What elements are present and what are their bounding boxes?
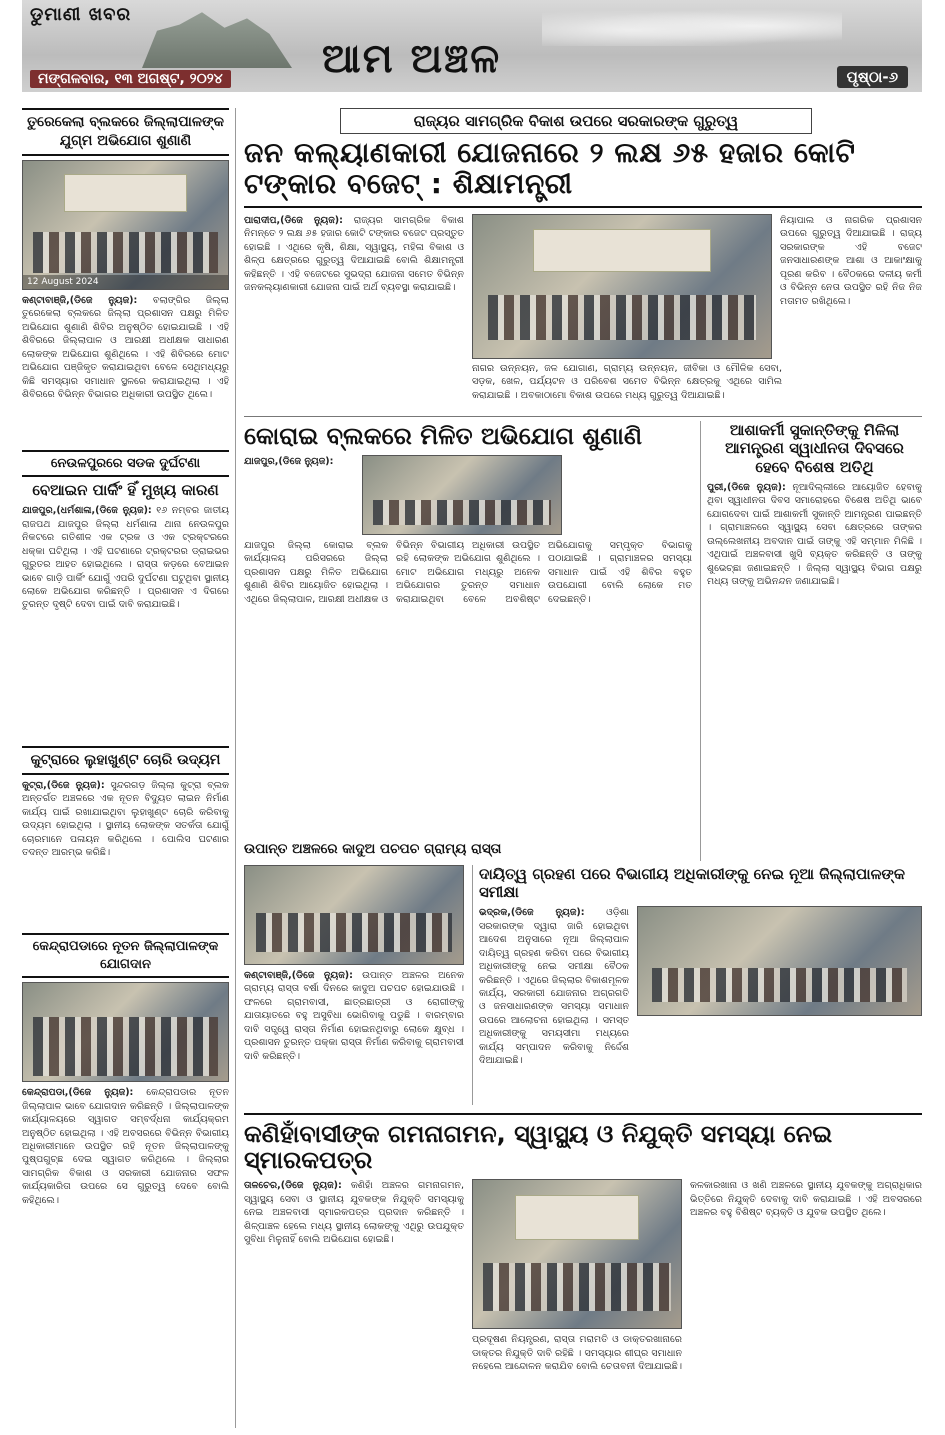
- story-body: ପ୍ରଦୂଷଣ ନିୟନ୍ତ୍ରଣ, ରାସ୍ତା ମରାମତି ଓ ଡାକ୍ତରଖାନାରେ ଡାକ୍ତର ନିଯୁକ୍ତି ଦାବି ରହିଛି । ସମସ୍ୟାର ଶୀଘ୍ର ସମାଧାନ ନହେଲେ ଆନ୍ଦୋଳନ କରାଯିବ ବୋଲି ଚେତାବନୀ ଦିଆଯାଇଛି।: [472, 1334, 682, 1373]
- page-number: ପୃଷ୍ଠା-୬: [837, 66, 908, 88]
- main-area: [244, 108, 922, 1428]
- story-body: [244, 969, 464, 1099]
- cloud-illustration: [542, 6, 842, 46]
- photo-people: [483, 1263, 670, 1310]
- road-headline: ଉପାନ୍ତ ଅଞ୍ଚଳରେ କାଦୁଅ ପଚପଚ ଗ୍ରାମ୍ୟ ରାସ୍ତା: [244, 840, 502, 857]
- photo-banner: [515, 1195, 640, 1239]
- divider: [244, 416, 922, 417]
- dateline: ତାଳଚେର,(ଡିଜେ ନ୍ୟୁଜ):: [244, 1180, 342, 1192]
- news-photo: [472, 1179, 682, 1329]
- story-title: କେନ୍ଦ୍ରାପଡାରେ ନୂତନ ଜିଲ୍ଲାପାଳଙ୍କ ଯୋଗଦାନ: [22, 933, 229, 978]
- story-text: ସୁନ୍ଦରଗଡ଼ ଜିଲ୍ଲା କୁଟ୍ରା ବ୍ଲକ ଅନ୍ତର୍ଗତ ଅଞ୍ଚଳରେ ଏକ ନୂତନ ବିଦ୍ୟୁତ ଲାଇନ ନିର୍ମାଣ କାର୍ଯ୍ୟ ପାଇଁ ରଖାଯାଇଥିବା ଲୁହାଖୁଣ୍ଟ ଚୋରି କରିବାକୁ ଉଦ୍ୟମ ହୋଇଥିଲା । ସ୍ଥାନୀୟ ଲୋକଙ୍କ ସତର୍କତା ଯୋଗୁଁ ଚୋରମାନେ ପଳାୟନ କରିଥିଲେ । ପୋଲିସ ଘଟଣାର ତଦନ୍ତ ଆରମ୍ଭ କରିଛି।: [22, 779, 229, 859]
- photo-caption: 12 August 2024: [23, 275, 228, 289]
- story-row: [244, 1179, 922, 1435]
- dateline: ଯାଜପୁର,(ଡିଜେ ନ୍ୟୁଜ):: [244, 455, 334, 467]
- story-body-bottom: ନାଗର ଉନ୍ନୟନ, ଜଳ ଯୋଗାଣ, ଗ୍ରାମ୍ୟ ଉନ୍ନୟନ, ଜୀବିକା ଓ ମୌଳିକ ସେବା, ସଡ଼କ, ଖେଳ, ପର୍ଯ୍ୟଟନ ଓ ପରିବେଶ ସମେତ ବିଭିନ୍ନ କ୍ଷେତ୍ରକୁ ଏଥିରେ ସାମିଲ କରାଯାଇଛି । ଅବକାଠାମୋ ବିକାଶ ଉପରେ ମଧ୍ୟ ଗୁରୁତ୍ୱ ଦିଆଯାଇଛି।: [472, 362, 782, 401]
- story-koraai: [244, 421, 692, 861]
- story-turekela: [22, 108, 229, 444]
- story-body: [244, 214, 464, 414]
- middle-band: [244, 421, 922, 861]
- story-text: କଣିହାଁ ଅଞ୍ଚଳର ଗମନାଗମନ, ସ୍ୱାସ୍ଥ୍ୟ ସେବା ଓ ସ୍ଥାନୀୟ ଯୁବକଙ୍କ ନିଯୁକ୍ତି ସମସ୍ୟାକୁ ନେଇ ଅଞ୍ଚଳବାସୀ ସ୍ମାରକପତ୍ର ପ୍ରଦାନ କରିଛନ୍ତି । ଶିଳ୍ପାଞ୍ଚଳ ହେଲେ ମଧ୍ୟ ସ୍ଥାନୀୟ ଲୋକଙ୍କୁ ଏଥିରୁ ଉପଯୁକ୍ତ ସୁବିଧା ମିଳୁନାହିଁ ବୋଲି ଅଭିଯୋଗ ହୋଇଛି।: [244, 1180, 464, 1246]
- story-title: ବେଆଇନ ପାର୍କିଂ ହିଁ ମୁଖ୍ୟ କାରଣ: [32, 481, 219, 500]
- story-row: [479, 906, 922, 1106]
- dateline: ଯାଜପୁର,(ଧର୍ମଶାଳା,(ଡିଜେ ନ୍ୟୁଜ):: [22, 505, 152, 517]
- news-photo: [362, 455, 562, 535]
- story-text: ଉପାନ୍ତ ଅଞ୍ଚଳର ଅନେକ ଗ୍ରାମ୍ୟ ରାସ୍ତା ବର୍ଷା ଦିନରେ କାଦୁଅ ପଚପଚ ହୋଇଯାଉଛି । ଫଳରେ ଗ୍ରାମବାସୀ, ଛାତ୍ରଛାତ୍ରୀ ଓ ରୋଗୀଙ୍କୁ ଯାତାୟାତରେ ବହୁ ଅସୁବିଧା ଭୋଗିବାକୁ ପଡୁଛି । ବାରମ୍ବାର ଦାବି ସତ୍ତ୍ୱେ ରାସ୍ତା ନିର୍ମାଣ ହୋଇନଥିବାରୁ ଲୋକେ କ୍ଷୁବ୍ଧ । ପ୍ରଶାସନ ତୁରନ୍ତ ପକ୍କା ରାସ୍ତା ନିର୍ମାଣ କରିବାକୁ ଗ୍ରାମବାସୀ ଦାବି କରିଛନ୍ତି।: [244, 969, 464, 1062]
- story-row: [244, 455, 692, 535]
- story-headline: କଣିହାଁବାସୀଙ୍କ ଗମନାଗମନ, ସ୍ୱାସ୍ଥ୍ୟ ଓ ନିଯୁକ୍ତି ସମସ୍ୟା ନେଇ ସ୍ମାରକପତ୍ର: [244, 1119, 833, 1174]
- story-kutra: [22, 746, 229, 929]
- story-text: ୧୬ ନମ୍ବର ଜାତୀୟ ରାଜପଥ ଯାଜପୁର ଜିଲ୍ଲା ଧର୍ମଶାଳା ଥାନା ନେଉଳପୁର ନିକଟରେ ଗତିଶୀଳ ଏକ ଟ୍ରକ ଓ ଏକ ଟ୍ରକ୍ଟରରେ ଧକ୍କା ଘଟିଥିଲା । ଏହି ଘଟଣାରେ ଟ୍ରକ୍ଟରର ଡ୍ରାଇଭର ଗୁରୁତର ଆହତ ହୋଇଥିଲେ । ରାସ୍ତା କଡ଼ରେ ବେଆଇନ ଭାବେ ଗାଡ଼ି ପାର୍କିଂ ଯୋଗୁଁ ଏପରି ଦୁର୍ଘଟଣା ଘଟୁଥିବା ସ୍ଥାନୀୟ ଲୋକେ ଅଭିଯୋଗ କରିଛନ୍ତି । ପ୍ରଶାସନ ଏ ଦିଗରେ ତୁରନ୍ତ ଦୃଷ୍ଟି ଦେବା ପାଇଁ ଦାବି କରାଯାଇଛି।: [22, 505, 229, 611]
- left-column: [22, 108, 236, 1428]
- spacer: [570, 455, 692, 535]
- story-body: [780, 214, 922, 414]
- dateline: ପାରାଦୀପ,(ଡିଜେ ନ୍ୟୁଜ):: [244, 214, 343, 226]
- story-kicker: ନେଉଳପୁରରେ ସଡକ ଦୁର୍ଘଟଣା: [22, 450, 229, 478]
- lower-band: [244, 865, 922, 1105]
- photo-people: [33, 232, 218, 273]
- story-title: କୁଟ୍ରାରେ ଲୁହାଖୁଣ୍ଟ ଚୋରି ଉଦ୍ୟମ: [22, 746, 229, 775]
- story-title: ତୁରେକେଲା ବ୍ଲକରେ ଜିଲ୍ଲାପାଳଙ୍କ ଯୁଗ୍ମ ଅଭିଯୋଗ ଶୁଣାଣି: [22, 108, 229, 156]
- story-road: [244, 865, 464, 1105]
- story-memo: [244, 1113, 922, 1435]
- masthead: [22, 0, 922, 92]
- story-review: [472, 865, 922, 1105]
- photo-banner: [533, 229, 712, 272]
- dateline: ପୁରୀ,(ଡିଜେ ନ୍ୟୁଜ):: [707, 481, 786, 493]
- news-photo: [22, 160, 229, 290]
- story-text: କେନ୍ଦ୍ରାପଡାର ନୂତନ ଜିଲ୍ଲାପାଳ ଭାବେ ଯୋଗଦାନ କରିଛନ୍ତି । ଜିଲ୍ଲାପାଳଙ୍କ କାର୍ଯ୍ୟାଳୟରେ ସ୍ୱାଗତ ସମ୍ବର୍ଦ୍ଧନା କାର୍ଯ୍ୟକ୍ରମ ଅନୁଷ୍ଠିତ ହୋଇଥିଲା । ଏହି ଅବସରରେ ବିଭିନ୍ନ ବିଭାଗୀୟ ଅଧିକାରୀମାନେ ଉପସ୍ଥିତ ରହି ନୂତନ ଜିଲ୍ଲାପାଳଙ୍କୁ ପୁଷ୍ପଗୁଚ୍ଛ ଦେଇ ସ୍ୱାଗତ କରିଥିଲେ । ଜିଲ୍ଲାର ସାମଗ୍ରିକ ବିକାଶ ଓ ସରକାରୀ ଯୋଜନାର ସଫଳ କାର୍ଯ୍ୟକାରିତା ଉପରେ ସେ ଗୁରୁତ୍ୱ ଦେବେ ବୋଲି କହିଥିଲେ।: [22, 1087, 229, 1206]
- issue-date: ମଙ୍ଗଳବାର, ୧୩ ଅଗଷ୍ଟ, ୨୦୨୪: [30, 70, 231, 88]
- story-neulpur: [22, 450, 229, 742]
- lead-headline: ଜନ କଲ୍ୟାଣକାରୀ ଯୋଜନାରେ ୨ ଲକ୍ଷ ୬୫ ହଜାର କୋଟି ଟଙ୍କାର ବଜେଟ୍ : ଶିକ୍ଷାମନ୍ତ୍ରୀ: [244, 134, 922, 208]
- news-photo: [244, 865, 464, 965]
- story-body: କଳକାରଖାନା ଓ ଖଣି ଅଞ୍ଚଳରେ ସ୍ଥାନୀୟ ଯୁବକଙ୍କୁ ଅଗ୍ରାଧିକାର ଭିତ୍ତିରେ ନିଯୁକ୍ତି ଦେବାକୁ ଦାବି କରାଯାଇଛି । ଏହି ଅବସରରେ ଅଞ୍ଚଳର ବହୁ ବିଶିଷ୍ଟ ବ୍ୟକ୍ତି ଓ ଯୁବକ ଉପସ୍ଥିତ ଥିଲେ।: [690, 1180, 922, 1219]
- section-title: ଆମ ଅଞ୍ଚଳ: [322, 36, 502, 82]
- dateline: କୁଟ୍ରା,(ଡିଜେ ନ୍ୟୁଜ):: [22, 779, 105, 791]
- story-body: [22, 1086, 229, 1386]
- story-asha: [700, 421, 922, 861]
- story-body: [22, 294, 229, 444]
- temple-illustration: [142, 6, 292, 68]
- photo-people: [33, 1017, 218, 1076]
- dateline: କଣ୍ଟାବାଞ୍ଜି,(ଡିଜେ ନ୍ୟୁଜ):: [22, 294, 138, 306]
- story-text: ରାଜ୍ୟର ସାମଗ୍ରିକ ବିକାଶ ନିମନ୍ତେ ୨ ଲକ୍ଷ ୬୫ ହଜାର କୋଟି ଟଙ୍କାର ବଜେଟ ପ୍ରସ୍ତୁତ ହୋଇଛି । ଏଥିରେ କୃଷି, ଶିକ୍ଷା, ସ୍ୱାସ୍ଥ୍ୟ, ମହିଳା ବିକାଶ ଓ ଶିଳ୍ପ କ୍ଷେତ୍ରରେ ଗୁରୁତ୍ୱ ଦିଆଯାଇଛି ବୋଲି ଶିକ୍ଷାମନ୍ତ୍ରୀ କହିଛନ୍ତି । ଏହି ବଜେଟରେ ସୁଭଦ୍ରା ଯୋଜନା ସମେତ ବିଭିନ୍ନ ଜନକଲ୍ୟାଣକାରୀ ଯୋଜନା ପାଇଁ ଅର୍ଥ ବ୍ୟବସ୍ଥା କରାଯାଇଛି।: [244, 214, 464, 294]
- story-body: [244, 1179, 464, 1435]
- story-text: ବଲାଙ୍ଗିର ଜିଲ୍ଲା ତୁରେକେଲା ବ୍ଲକରେ ଜିଲ୍ଲା ପ୍ରଶାସନ ପକ୍ଷରୁ ମିଳିତ ଅଭିଯୋଗ ଶୁଣାଣି ଶିବିର ଅନୁଷ୍ଠିତ ହୋଇଯାଇଛି । ଏହି ଶିବିରରେ ଜିଲ୍ଲାପାଳ ଓ ଆରକ୍ଷୀ ଅଧୀକ୍ଷକ ସାଧାରଣ ଲୋକଙ୍କ ଅଭିଯୋଗ ଶୁଣିଥିଲେ । ଏହି ଶିବିରରେ ମୋଟ ଅଭିଯୋଗ ପଞ୍ଜିକୃତ କରାଯାଇଥିବା ବେଳେ ସେଥିମଧ୍ୟରୁ କିଛି ସମସ୍ୟାର ସମାଧାନ ସ୍ଥଳରେ କରାଯାଇଥିଲା । ଏହି ଶିବିରରେ ବିଭିନ୍ନ ବିଭାଗର ଅଧିକାରୀ ଉପସ୍ଥିତ ଥିଲେ।: [22, 294, 229, 401]
- story-body: [22, 779, 229, 929]
- dateline: ଭଦ୍ରକ,(ଡିଜେ ନ୍ୟୁଜ):: [479, 907, 585, 919]
- story-headline: କୋରାଇ ବ୍ଲକରେ ମିଳିତ ଅଭିଯୋଗ ଶୁଣାଣି: [244, 421, 643, 450]
- photo-people: [256, 913, 452, 952]
- story-body: [479, 906, 629, 1106]
- dateline: କେନ୍ଦ୍ରାପଡା,(ଡିଜେ ନ୍ୟୁଜ):: [22, 1087, 134, 1099]
- story-kendrapada: [22, 933, 229, 1386]
- story-body: [244, 455, 354, 535]
- photo-people: [488, 295, 756, 341]
- story-body: [22, 504, 229, 742]
- story-text: ନିୟାପାଲ ଓ ନାଗରିକ ପ୍ରଶାସନ ଉପରେ ଗୁରୁତ୍ୱ ଦିଆଯାଇଛି । ରାଜ୍ୟ ସରକାରଙ୍କ ଏହି ବଜେଟ ଜନସାଧାରଣଙ୍କ ଆଶା ଓ ଆକାଂକ୍ଷାକୁ ପୂରଣ କରିବ । ବୈଠକରେ ଦଳୀୟ କର୍ମୀ ଓ ବିଭିନ୍ନ ନେତା ଉପସ୍ଥିତ ରହି ନିଜ ନିଜ ମତାମତ ରଖିଥିଲେ।: [780, 214, 922, 307]
- story-body: ଯାଜପୁର ଜିଲ୍ଲା କୋରାଇ ବ୍ଲକ କାର୍ଯ୍ୟାଳୟ ପରିସରରେ ଜିଲ୍ଲା ପ୍ରଶାସନ ପକ୍ଷରୁ ମିଳିତ ଅଭିଯୋଗ ଶୁଣାଣି ଶିବିର ଆୟୋଜିତ ହୋଇଥିଲା । ଏଥିରେ ଜିଲ୍ଲାପାଳ, ଆରକ୍ଷୀ ଅଧୀକ୍ଷକ ଓ ବିଭିନ୍ନ ବିଭାଗୀୟ ଅଧିକାରୀ ଉପସ୍ଥିତ ରହି ଲୋକଙ୍କ ଅଭିଯୋଗ ଶୁଣିଥିଲେ । ମୋଟ ଅଭିଯୋଗ ମଧ୍ୟରୁ ଅନେକ ଅଭିଯୋଗର ତୁରନ୍ତ ସମାଧାନ କରାଯାଇଥିବା ବେଳେ ଅବଶିଷ୍ଟ ଅଭିଯୋଗକୁ ସମ୍ପୃକ୍ତ ବିଭାଗକୁ ପଠାଯାଇଛି । ଗ୍ରାମାଞ୍ଚଳର ସମସ୍ୟା ସମାଧାନ ପାଇଁ ଏହି ଶିବିର ବହୁତ ଉପଯୋଗୀ ବୋଲି ଲୋକେ ମତ ଦେଇଛନ୍ତି।: [244, 539, 692, 605]
- story-text: ନୂଆଦିଲ୍ଲୀରେ ଆୟୋଜିତ ହେବାକୁ ଥିବା ସ୍ୱାଧୀନତା ଦିବସ ସମାରୋହରେ ବିଶେଷ ଅତିଥି ଭାବେ ଯୋଗଦେବା ପାଇଁ ଆଶାକର୍ମୀ ସୁକାନ୍ତି ଆମନ୍ତ୍ରଣ ପାଇଛନ୍ତି । ଗ୍ରାମାଞ୍ଚଳରେ ସ୍ୱାସ୍ଥ୍ୟ ସେବା କ୍ଷେତ୍ରରେ ତାଙ୍କର ଉଲ୍ଲେଖନୀୟ ଅବଦାନ ପାଇଁ ତାଙ୍କୁ ଏହି ସମ୍ମାନ ମିଳିଛି । ଏଥିପାଇଁ ଅଞ୍ଚଳବାସୀ ଖୁସି ବ୍ୟକ୍ତ କରିଛନ୍ତି ଓ ତାଙ୍କୁ ଶୁଭେଚ୍ଛା ଜଣାଇଛନ୍ତି । ଜିଲ୍ଲା ସ୍ୱାସ୍ଥ୍ୟ ବିଭାଗ ପକ୍ଷରୁ ମଧ୍ୟ ତାଙ୍କୁ ଅଭିନନ୍ଦନ ଜଣାଯାଇଛି।: [707, 481, 922, 588]
- story-headline: ଦାୟିତ୍ୱ ଗ୍ରହଣ ପରେ ବିଭାଗୀୟ ଅଧିକାରୀଙ୍କୁ ନେଇ ନୂଆ ଜିଲ୍ଲାପାଳଙ୍କ ସମୀକ୍ଷା: [479, 864, 905, 902]
- lead-kicker: ରାଜ୍ୟର ସାମଗ୍ରିକ ବିକାଶ ଉପରେ ସରକାରଙ୍କ ଗୁରୁତ୍ୱ: [340, 108, 812, 134]
- photo-people: [373, 500, 551, 525]
- news-photo: [637, 906, 922, 1016]
- story-body: [707, 481, 922, 861]
- newspaper-name: ଡୁମାଣୀ ଖବର: [30, 4, 132, 25]
- photo-banner: [64, 174, 187, 212]
- memo-photo-col: [472, 1179, 682, 1435]
- dateline: କଣ୍ଟାବାଞ୍ଜି,(ଡିଜେ ନ୍ୟୁଜ):: [244, 969, 353, 981]
- story-headline: ଆଶାକର୍ମୀ ସୁକାନ୍ତିଙ୍କୁ ମିଳିଲା ଆମନ୍ତ୍ରଣ ସ୍ୱାଧୀନତା ଦିବସରେ ହେବେ ବିଶେଷ ଅତିଥି: [725, 420, 904, 477]
- story-text: ଓଡ଼ିଶା ସରକାରଙ୍କ ଦ୍ୱାରା ଜାରି ହୋଇଥିବା ଆଦେଶ ଅନୁସାରେ ନୂଆ ଜିଲ୍ଲାପାଳ ଦାୟିତ୍ୱ ଗ୍ରହଣ କରିବା ପରେ ବିଭାଗୀୟ ଅଧିକାରୀଙ୍କୁ ନେଇ ସମୀକ୍ଷା ବୈଠକ କରିଛନ୍ତି । ଏଥିରେ ଜିଲ୍ଲାର ବିକାଶମୂଳକ କାର୍ଯ୍ୟ, ସରକାରୀ ଯୋଜନାର ଅଗ୍ରଗତି ଓ ଜନସାଧାରଣଙ୍କ ସମସ୍ୟା ସମାଧାନ ଉପରେ ଆଲୋଚନା ହୋଇଥିଲା । ସମସ୍ତ ଅଧିକାରୀଙ୍କୁ ସମୟସୀମା ମଧ୍ୟରେ କାର୍ଯ୍ୟ ସମ୍ପାଦନ କରିବାକୁ ନିର୍ଦ୍ଦେଶ ଦିଆଯାଇଛି।: [479, 907, 629, 1067]
- photo-people: [652, 968, 907, 1003]
- news-photo: [472, 214, 772, 359]
- news-photo: [22, 982, 229, 1082]
